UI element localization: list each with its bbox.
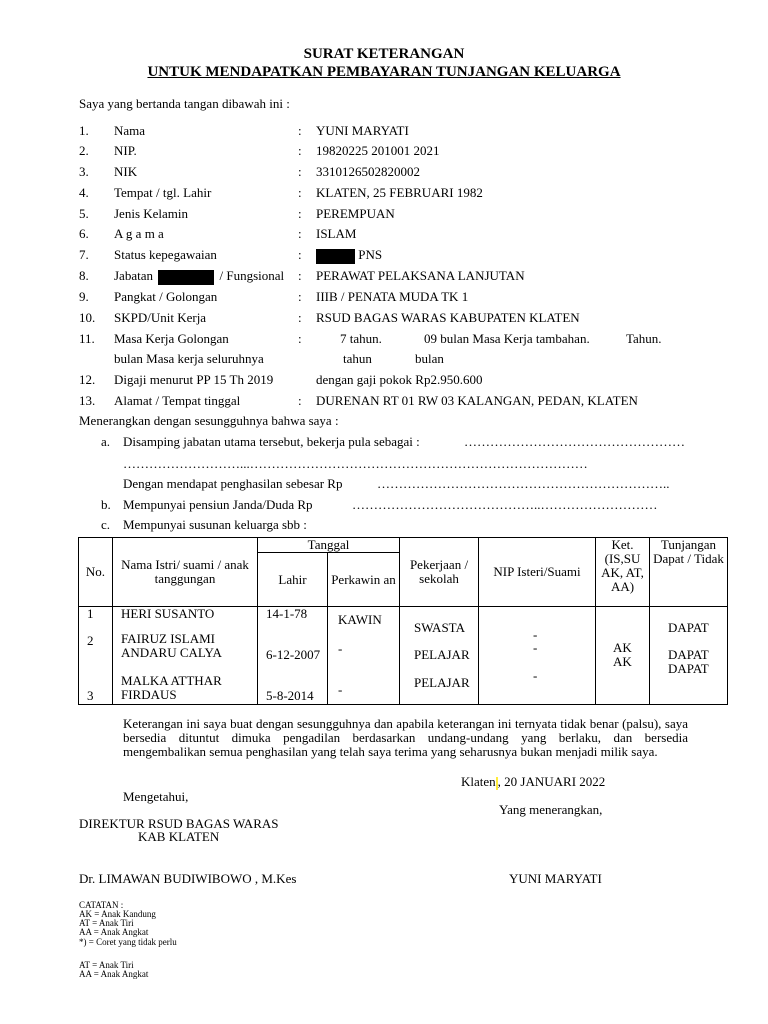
family-table <box>78 537 728 705</box>
item-b-label: b. <box>101 497 111 512</box>
field-value-nama: YUNI MARYATI <box>316 123 409 138</box>
masa-kerja-golongan: 7 tahun. <box>340 331 382 346</box>
field-separator: : <box>298 206 302 221</box>
item-a-text: Disamping jabatan utama tersebut, bekerja pula sebagai : <box>123 434 420 449</box>
employee-name: YUNI MARYATI <box>509 871 602 886</box>
signature-date <box>461 774 605 790</box>
header-pekerjaan: Pekerjaan / sekolah <box>400 538 479 607</box>
header-tunjangan: Tunjangan Dapat / Tidak <box>650 538 728 607</box>
statement-paragraph: Keterangan ini saya buat dengan sesungguhnya dan apabila keterangan ini ternyata tidak benar (palsu), saya bersedia dituntut dimuka pengadilan berdasarkan undang-undang yang berlaku, dan bersedia mengembalikan semua penghasilan yang telah saya terima yang seharusnya bukan menjadi milik saya. <box>123 716 688 759</box>
field-separator: : <box>298 289 302 304</box>
field-number: 1. <box>79 123 89 138</box>
item-a-dots: …………………………………………… <box>464 434 685 449</box>
item-c-label: c. <box>101 517 111 532</box>
field-separator: : <box>298 310 302 325</box>
header-tanggal: Tanggal <box>258 538 400 553</box>
row-lahir: 5-8-2014 <box>266 688 314 703</box>
director-title: DIREKTUR RSUD BAGAS WARAS <box>79 816 279 831</box>
row-nama: HERI SUSANTO <box>121 606 215 621</box>
masa-kerja-seluruhnya-tahun: tahun <box>343 351 372 366</box>
masa-kerja-tambahan-tahun: Tahun. <box>626 331 662 346</box>
row-no: 2 <box>87 633 94 648</box>
item-a-label: a. <box>101 434 111 449</box>
row-no: 1 <box>87 606 94 621</box>
masa-kerja-bulan: 09 bulan Masa Kerja tambahan. <box>424 331 590 346</box>
field-separator: : <box>298 247 302 262</box>
field-number: 8. <box>79 268 89 283</box>
table-row <box>79 607 728 705</box>
field-separator: : <box>298 143 302 158</box>
field-number: 5. <box>79 206 89 221</box>
field-label: SKPD/Unit Kerja <box>114 310 207 325</box>
row-ket: AK <box>613 654 632 669</box>
row-tunjangan: DAPAT <box>668 620 709 635</box>
field-label: Pangkat / Golongan <box>114 289 218 304</box>
field-value-skpd: RSUD BAGAS WARAS KABUPATEN KLATEN <box>316 310 580 325</box>
field-label: Digaji menurut PP 15 Th 2019 <box>114 372 274 387</box>
cell-nip <box>479 607 596 705</box>
field-label: Status kepegawaian <box>114 247 217 262</box>
field-separator: : <box>298 164 302 179</box>
header-nama: Nama Istri/ suami / anak tanggungan <box>113 538 258 607</box>
field-value-nik: 3310126502820002 <box>316 164 420 179</box>
redaction-box <box>316 249 355 264</box>
field-label-group <box>114 268 284 285</box>
field-number: 11. <box>79 331 95 346</box>
intro-text: Saya yang bertanda tangan dibawah ini : <box>79 96 290 111</box>
status-value-group <box>316 247 382 264</box>
row-nama: MALKA ATTHAR FIRDAUS <box>121 673 222 702</box>
field-separator: : <box>298 123 302 138</box>
field-separator: : <box>298 226 302 241</box>
field-separator: : <box>298 268 302 283</box>
header-perkawinan: Perkawin an <box>328 553 400 607</box>
field-number: 6. <box>79 226 89 241</box>
header-ket: Ket. (IS,SU AK, AT, AA) <box>596 538 650 607</box>
header-no: No. <box>79 538 113 607</box>
catatan-line: AA = Anak Angkat <box>79 927 149 937</box>
row-tunjangan: DAPAT <box>668 661 709 676</box>
mengetahui-label: Mengetahui, <box>123 789 189 804</box>
field-number: 9. <box>79 289 89 304</box>
cell-nama <box>113 607 258 705</box>
field-label: Jabatan <box>114 268 153 283</box>
field-label: A g a m a <box>114 226 164 241</box>
catatan-extra-line: AA = Anak Angkat <box>79 969 149 979</box>
field-separator: : <box>298 185 302 200</box>
field-number: 2. <box>79 143 89 158</box>
item-a-dots-line: ………………………...…………………………………………………………………… <box>123 456 588 471</box>
row-nip: - <box>533 640 538 655</box>
row-no: 3 <box>87 688 94 703</box>
menerangkan-label: Yang menerangkan, <box>499 802 603 817</box>
cell-ket <box>596 607 650 705</box>
header-nip: NIP Isteri/Suami <box>479 538 596 607</box>
cell-no <box>79 607 113 705</box>
cell-tunjangan <box>650 607 728 705</box>
field-value-birth: KLATEN, 25 FEBRUARI 1982 <box>316 185 483 200</box>
catatan-extra-line: AT = Anak Tiri <box>79 960 134 970</box>
field-value-status: PNS <box>358 247 383 262</box>
field-value-jabatan: PERAWAT PELAKSANA LANJUTAN <box>316 268 525 283</box>
field-label: Masa Kerja Golongan <box>114 331 229 346</box>
row-pekerjaan: PELAJAR <box>414 647 470 662</box>
catatan-line: AK = Anak Kandung <box>79 909 156 919</box>
row-lahir: 6-12-2007 <box>266 647 321 662</box>
field-label: NIK <box>114 164 138 179</box>
row-tunjangan: DAPAT <box>668 647 709 662</box>
row-perkawinan: - <box>338 641 343 656</box>
catatan-line: *) = Coret yang tidak perlu <box>79 937 177 947</box>
row-pekerjaan: SWASTA <box>414 620 465 635</box>
field-number: 13. <box>79 393 96 408</box>
item-a-income-label: Dengan mendapat penghasilan sebesar Rp <box>123 476 343 491</box>
item-b-text: Mempunyai pensiun Janda/Duda Rp <box>123 497 313 512</box>
field-separator: : <box>298 331 302 346</box>
field-separator: : <box>298 393 302 408</box>
field-value-alamat: DURENAN RT 01 RW 03 KALANGAN, PEDAN, KLATEN <box>316 393 638 408</box>
field-value-religion: ISLAM <box>316 226 357 241</box>
field-value-nip: 19820225 201001 2021 <box>316 143 440 158</box>
item-b-dots: ……………………………………..……………………… <box>352 497 658 512</box>
document-title: SURAT KETERANGAN <box>303 46 465 62</box>
masa-kerja-seluruhnya-bulan: bulan <box>415 351 444 366</box>
masa-kerja-seluruhnya: bulan Masa kerja seluruhnya <box>114 351 264 366</box>
cell-perkawinan <box>328 607 400 705</box>
field-number: 7. <box>79 247 89 262</box>
field-value-gender: PEREMPUAN <box>316 206 395 221</box>
signature-date-text: , 20 JANUARI 2022 <box>497 774 606 789</box>
header-lahir: Lahir <box>258 553 328 607</box>
row-perkawinan: KAWIN <box>338 612 382 627</box>
field-label: NIP. <box>114 143 137 158</box>
row-nama: FAIRUZ ISLAMI ANDARU CALYA <box>121 631 222 660</box>
field-label: Jenis Kelamin <box>114 206 189 221</box>
item-a-income-dots: ………………………………………………………….. <box>377 476 670 491</box>
director-institution: KAB KLATEN <box>138 829 220 844</box>
row-nip: - <box>533 627 538 642</box>
row-nip: - <box>533 668 538 683</box>
field-label: Alamat / Tempat tinggal <box>114 393 241 408</box>
cell-lahir <box>258 607 328 705</box>
director-name: Dr. LIMAWAN BUDIWIBOWO , M.Kes <box>79 871 297 886</box>
field-label: Nama <box>114 123 146 138</box>
field-number: 4. <box>79 185 89 200</box>
item-c-text: Mempunyai susunan keluarga sbb : <box>123 517 307 532</box>
field-label: Tempat / tgl. Lahir <box>114 185 212 200</box>
field-number: 12. <box>79 372 96 387</box>
row-pekerjaan: PELAJAR <box>414 675 470 690</box>
field-value-pangkat: IIIB / PENATA MUDA TK 1 <box>316 289 469 304</box>
field-number: 10. <box>79 310 96 325</box>
cell-pekerjaan <box>400 607 479 705</box>
signature-place: Klaten <box>461 774 496 789</box>
catatan-line: AT = Anak Tiri <box>79 918 134 928</box>
field-label-suffix: / Fungsional <box>219 268 285 283</box>
menerangkan-text: Menerangkan dengan sesungguhnya bahwa saya : <box>79 413 339 428</box>
field-number: 3. <box>79 164 89 179</box>
document-subtitle: UNTUK MENDAPATKAN PEMBAYARAN TUNJANGAN KELUARGA <box>147 64 621 80</box>
row-lahir: 14-1-78 <box>266 606 308 621</box>
catatan-title: CATATAN : <box>79 900 124 910</box>
row-perkawinan: - <box>338 682 343 697</box>
row-ket: AK <box>613 640 632 655</box>
field-value-gaji: dengan gaji pokok Rp2.950.600 <box>316 372 483 387</box>
redaction-box <box>158 270 214 285</box>
